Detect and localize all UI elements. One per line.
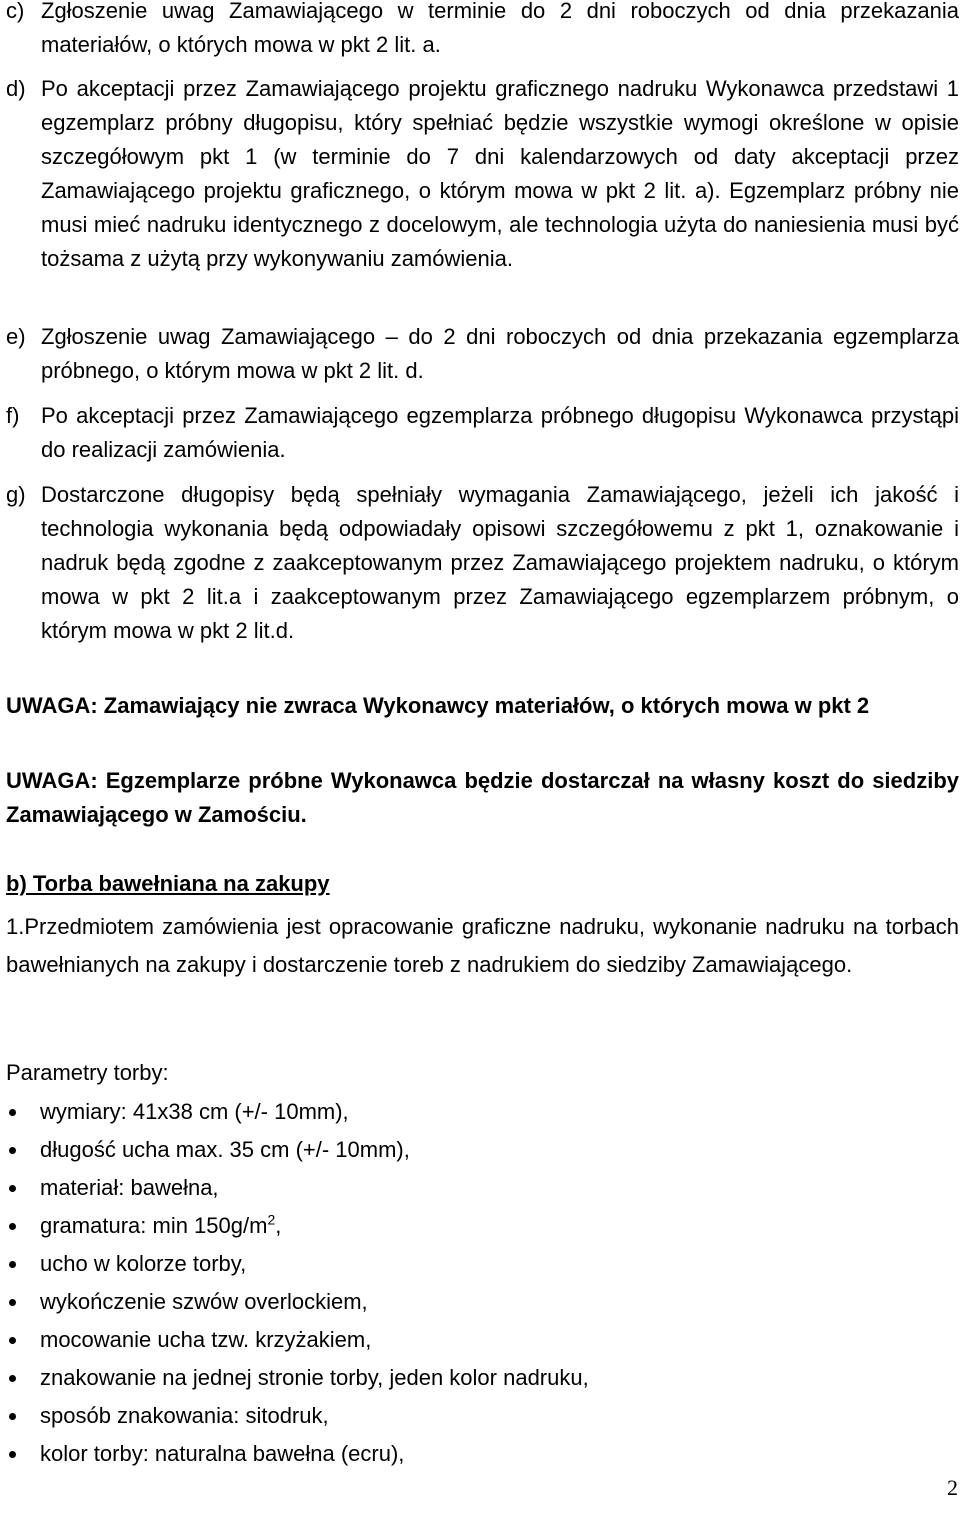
item-text: Zgłoszenie uwag Zamawiającego w terminie do 2 dni roboczych od dnia przekazania materiałów, o których mowa w pkt 2 lit. a. bbox=[41, 0, 959, 57]
note-sample-delivery: UWAGA: Egzemplarze próbne Wykonawca będzie dostarczał na własny koszt do siedziby Zamawiającego w Zamościu. bbox=[6, 768, 959, 827]
bullet-icon bbox=[9, 1413, 16, 1420]
parameter-text: wymiary: 41x38 cm (+/- 10mm), bbox=[40, 1099, 349, 1124]
list-item bbox=[0, 1397, 589, 1435]
list-item-c bbox=[6, 0, 959, 62]
list-item bbox=[0, 1435, 589, 1473]
parameters-list bbox=[0, 1093, 589, 1473]
list-item bbox=[0, 1169, 589, 1207]
bullet-icon bbox=[9, 1451, 16, 1458]
superscript: 2 bbox=[267, 1211, 276, 1228]
parameter-text: mocowanie ucha tzw. krzyżakiem, bbox=[40, 1327, 372, 1352]
section-heading: b) Torba bawełniana na zakupy bbox=[6, 871, 330, 896]
bullet-icon bbox=[9, 1109, 16, 1116]
parameter-suffix: , bbox=[275, 1213, 282, 1238]
item-text: Dostarczone długopisy będą spełniały wymagania Zamawiającego, jeżeli ich jakość i technologia wykonania będą odpowiadały opisowi szczegółowemu z pkt 1, oznakowanie i nadruk będą zgodne z zaakceptowanym przez Zamawiającego projektem nadruku, o którym mowa w pkt 2 lit.a i zaakceptowanym przez Zamawiającego egzemplarzem próbnym, o którym mowa w pkt 2 lit.d. bbox=[41, 482, 959, 643]
bullet-icon bbox=[9, 1375, 16, 1382]
bullet-icon bbox=[9, 1261, 16, 1268]
item-label: f) bbox=[6, 403, 20, 428]
bullet-icon bbox=[9, 1299, 16, 1306]
item-label: e) bbox=[6, 324, 26, 349]
list-item bbox=[0, 1283, 589, 1321]
list-item-f bbox=[6, 399, 959, 467]
item-text: Po akceptacji przez Zamawiającego egzemplarza próbnego długopisu Wykonawca przystąpi do realizacji zamówienia. bbox=[41, 403, 959, 462]
list-item bbox=[0, 1131, 589, 1169]
section-paragraph: 1.Przedmiotem zamówienia jest opracowanie graficzne nadruku, wykonanie nadruku na torbach bawełnianych na zakupy i dostarczenie toreb z nadrukiem do siedziby Zamawiającego. bbox=[6, 914, 959, 977]
parameter-text: materiał: bawełna, bbox=[40, 1175, 219, 1200]
list-item-e bbox=[6, 320, 959, 388]
bullet-icon bbox=[9, 1147, 16, 1154]
page-number: 2 bbox=[947, 1475, 958, 1500]
list-item bbox=[0, 1359, 589, 1397]
parameter-text: znakowanie na jednej stronie torby, jeden kolor nadruku, bbox=[40, 1365, 589, 1390]
list-item bbox=[0, 1245, 589, 1283]
parameters-label: Parametry torby: bbox=[6, 1060, 169, 1085]
parameter-text: długość ucha max. 35 cm (+/- 10mm), bbox=[40, 1137, 410, 1162]
bullet-icon bbox=[9, 1223, 16, 1230]
bullet-icon bbox=[9, 1337, 16, 1344]
item-label: d) bbox=[6, 76, 26, 101]
parameter-text: sposób znakowania: sitodruk, bbox=[40, 1403, 329, 1428]
item-text: Zgłoszenie uwag Zamawiającego – do 2 dni roboczych od dnia przekazania egzemplarza próbnego, o którym mowa w pkt 2 lit. d. bbox=[41, 324, 959, 383]
parameter-text: kolor torby: naturalna bawełna (ecru), bbox=[40, 1441, 405, 1466]
list-item-g bbox=[6, 478, 959, 648]
list-item bbox=[0, 1207, 589, 1245]
parameter-text: gramatura: min 150g/m bbox=[40, 1213, 268, 1238]
list-item bbox=[0, 1093, 589, 1131]
item-label: c) bbox=[6, 0, 25, 23]
list-item bbox=[0, 1321, 589, 1359]
item-text: Po akceptacji przez Zamawiającego projektu graficznego nadruku Wykonawca przedstawi 1 egzemplarz próbny długopisu, który spełniać będzie wszystkie wymogi określone w opisie szczegółowym pkt 1 (w terminie do 7 dni kalendarzowych od daty akceptacji przez Zamawiającego projektu graficznego, o którym mowa w pkt 2 lit. a). Egzemplarz próbny nie musi mieć nadruku identycznego z docelowym, ale technologia użyta do naniesienia musi być tożsama z użytą przy wykonywaniu zamówienia. bbox=[41, 76, 959, 271]
list-item-d bbox=[6, 72, 959, 276]
parameter-text: wykończenie szwów overlockiem, bbox=[40, 1289, 368, 1314]
bullet-icon bbox=[9, 1185, 16, 1192]
parameter-text: ucho w kolorze torby, bbox=[40, 1251, 247, 1276]
note-return-materials: UWAGA: Zamawiający nie zwraca Wykonawcy materiałów, o których mowa w pkt 2 bbox=[6, 693, 870, 718]
item-label: g) bbox=[6, 482, 26, 507]
